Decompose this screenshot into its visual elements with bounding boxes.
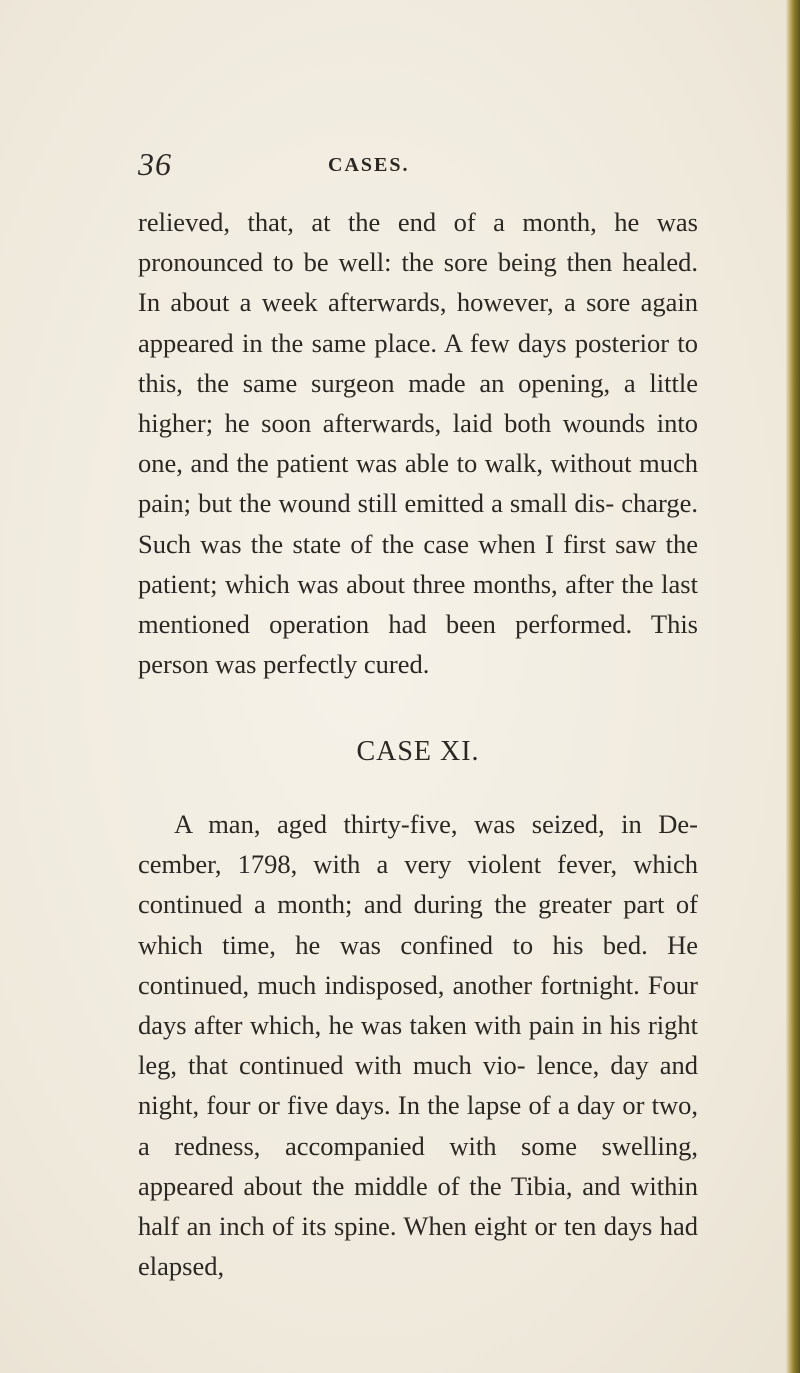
paragraph-text: A man, aged thirty-five, was seized, in De- cember, 1798, with a very violent fever, which continued a month; and during the greater part of which time, he was confined to his bed. He continued, much indisposed, another fortnight. Four days after which, he was taken with pain in his right leg, that continued with much vio- lence, day and night, four or five days. In the lapse of a day or two, a redness, accompanied with some swelling, appeared about the middle of the Tibia, and within half an inch of its spine. When eight or ten days had elapsed, [138, 809, 698, 1282]
paragraph-continuation [138, 202, 698, 684]
page-header [138, 146, 698, 186]
paragraph-case-xi [138, 804, 698, 1286]
case-heading: CASE XI. [356, 736, 480, 767]
book-spine-edge [786, 0, 800, 1373]
running-head: CASES. [328, 154, 410, 176]
paragraph-text: relieved, that, at the end of a month, he was pronounced to be well: the sore being then healed. In about a week afterwards, however, a sore again appeared in the same place. A few days posterior to this, the same surgeon made an opening, a little higher; he soon afterwards, laid both wounds into one, and the patient was able to walk, without much pain; but the wound still emitted a small dis- charge. Such was the state of the case when I first saw the patient; which was about three months, after the last mentioned operation had been performed. This person was perfectly cured. [138, 207, 698, 680]
page-number: 36 [138, 146, 172, 182]
